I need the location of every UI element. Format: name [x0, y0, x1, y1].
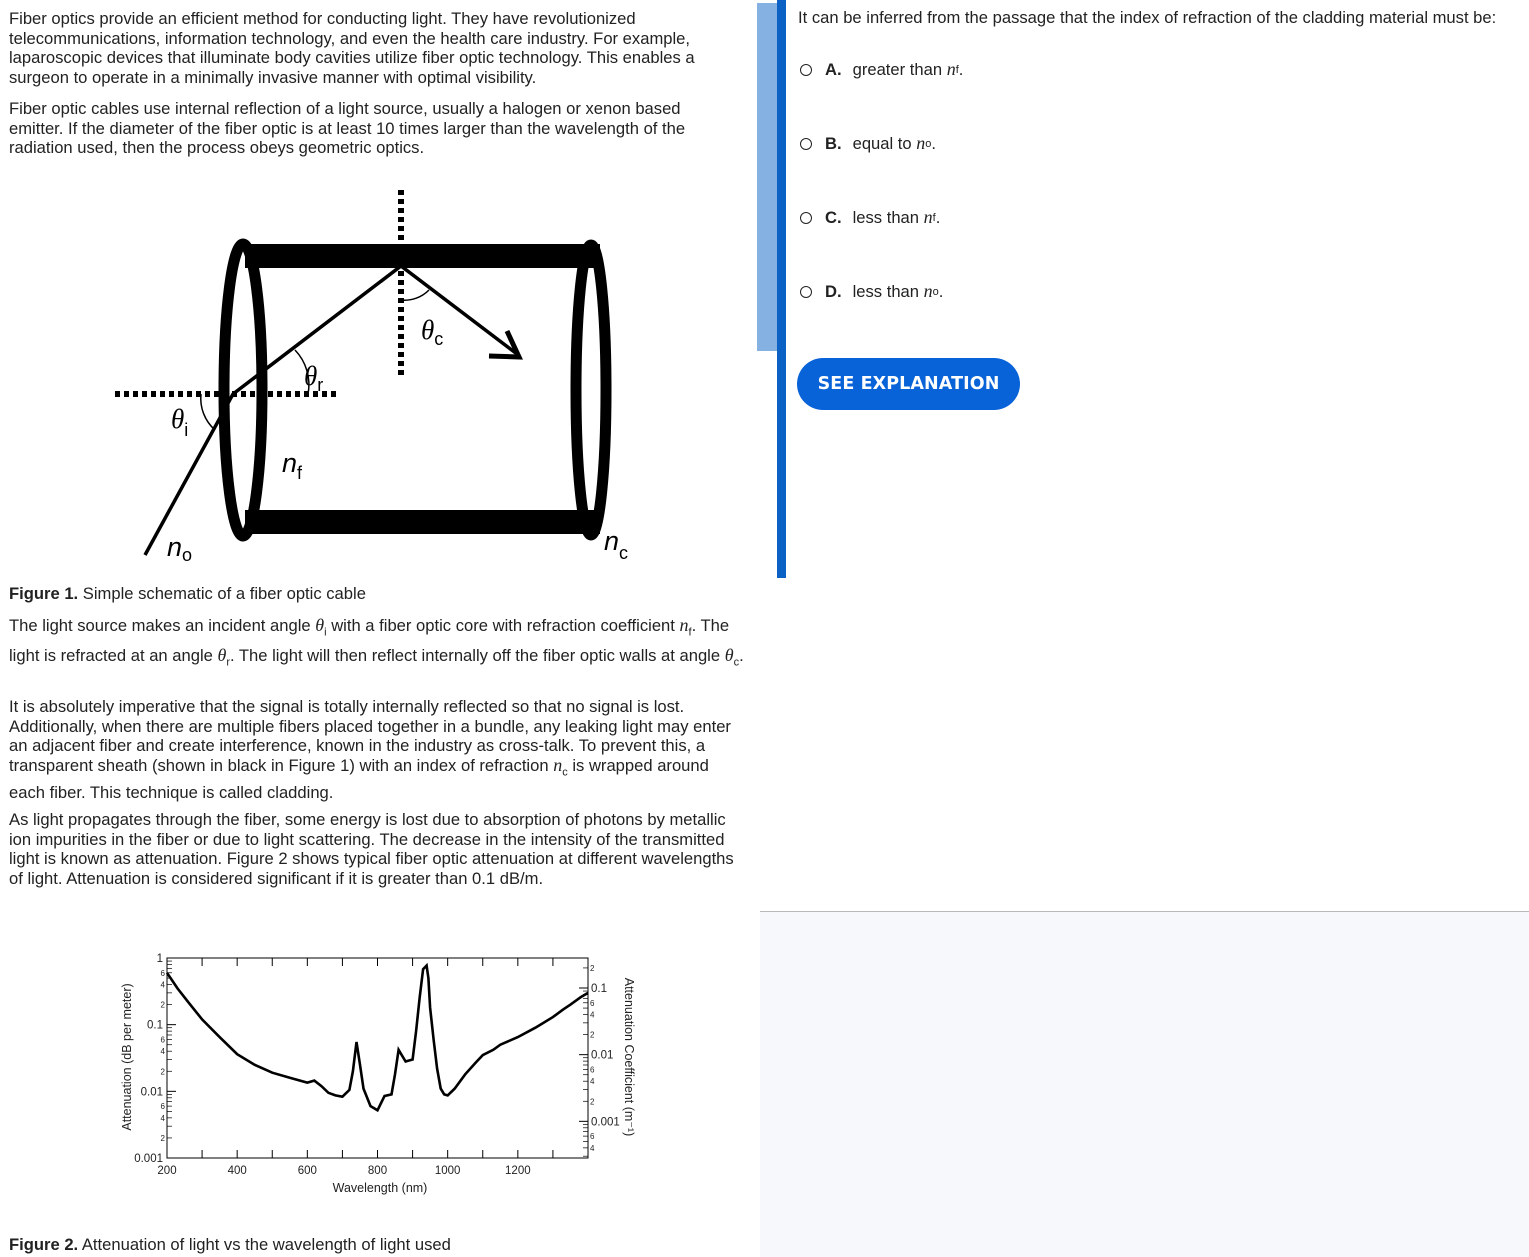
option-letter: D. [825, 281, 842, 301]
option-letter: B. [825, 133, 842, 153]
desc-n-f: n [679, 615, 689, 635]
y2-axis-label: Attenuation Coefficient (m⁻¹) [622, 977, 636, 1137]
question-pane [786, 0, 1529, 900]
y-minor-label: 2 [160, 1000, 165, 1010]
option-end: . [958, 59, 964, 79]
figure-2-caption [9, 1234, 451, 1256]
y2-minor-label: 6 [590, 1132, 595, 1142]
y2-minor-label: 4 [590, 1143, 595, 1153]
label-theta-c: $\theta_c$ [421, 315, 444, 349]
theta-i-arc [201, 394, 215, 430]
desc-theta-i-sub: i [324, 626, 327, 639]
pane-divider-bar [777, 0, 786, 578]
option-symbol-sub: f [955, 63, 959, 76]
passage-paragraph-1: Fiber optics provide an efficient method for conducting light. They have revolutionized telecommunications, information technology, and even the health care industry. For example, laparoscopic devices that illuminate body cavities utilize fiber optic technology. This enables a surgeon to operate in a minimally invasive manner with optimal visibility. [9, 9, 695, 87]
desc-theta-r: θ [217, 645, 227, 666]
figure-2-caption-text: Attenuation of light vs the wavelength of light used [81, 1235, 451, 1254]
y-minor-label: 6 [160, 1102, 165, 1112]
passage-scrollbar-thumb[interactable] [757, 3, 777, 351]
radio-circle-icon[interactable] [800, 212, 812, 224]
y2-minor-label: 6 [590, 1065, 595, 1075]
option-symbol: n [946, 59, 956, 79]
desc-n-f-sub: f [688, 626, 692, 639]
option-symbol-sub: o [932, 285, 939, 298]
y2-tick-label: 0.1 [591, 983, 607, 995]
cladding-bottom [245, 510, 600, 534]
figure-1-caption-text: Simple schematic of a fiber optic cable [82, 584, 366, 603]
y-tick-label: 0.1 [147, 1019, 163, 1032]
fiber-right-end [576, 245, 606, 535]
para3-text: It is absolutely imperative that the signal is totally internally reflected so that no signal is lost. Additionally, when there are multiple fibers placed together in a bundle, any leaking light may enter an adjacent fiber and create interference, known in the industry as cross-talk. To prevent this, a transparent sheath (shown in black in Figure 1) with an index of refraction [9, 697, 731, 775]
option-text: less than [852, 207, 920, 227]
label-n-c: $n_c$ [604, 526, 629, 563]
para3-text-end: is wrapped around each fiber. This technique is called cladding. [9, 755, 709, 802]
question-stem: It can be inferred from the passage that the index of refraction of the cladding material must be: [798, 8, 1497, 27]
y-minor-label: 2 [160, 1067, 165, 1077]
y-axis-label: Attenuation (dB per meter) [120, 983, 134, 1131]
attenuation-series-line [167, 966, 588, 1111]
figure-2-caption-label: Figure 2. [9, 1235, 79, 1254]
option-end: . [938, 281, 944, 301]
figure-1-diagram [105, 182, 655, 577]
desc-theta-r-sub: r [226, 656, 230, 669]
option-text: less than [852, 281, 920, 301]
theta-c-arc [401, 290, 429, 300]
x-tick-label: 200 [157, 1165, 177, 1177]
figure-1-caption [9, 583, 366, 605]
radio-circle-icon[interactable] [800, 286, 812, 298]
passage-paragraph-3 [9, 697, 744, 802]
y-minor-label: 6 [160, 1035, 165, 1045]
y2-minor-label: 4 [590, 1010, 595, 1020]
y2-tick-label: 0.01 [591, 1049, 614, 1062]
lower-empty-panel [760, 912, 1529, 1257]
y2-minor-label: 2 [590, 1097, 595, 1107]
option-letter: A. [825, 59, 842, 79]
label-n-f: $n_f$ [282, 448, 303, 483]
y-minor-label: 4 [160, 1113, 165, 1123]
label-theta-i: $\theta_i$ [171, 404, 189, 440]
figure-1-caption-label: Figure 1. [9, 584, 79, 603]
para3-n-c-sub: c [562, 766, 568, 779]
option-symbol: n [923, 281, 933, 301]
desc-theta-c: θ [724, 645, 734, 666]
desc-part-c: The light is refracted at an angle [9, 616, 730, 666]
fiber-left-end [224, 244, 262, 536]
x-tick-label: 600 [297, 1165, 317, 1177]
desc-part-d: The light will then reflect internally off the fiber optic walls at angle [238, 646, 721, 666]
option-end: . [935, 207, 941, 227]
y2-tick-label: 0.001 [591, 1116, 620, 1129]
y-minor-label: 6 [160, 968, 165, 978]
answer-option-a[interactable] [800, 59, 963, 80]
answer-option-b[interactable] [800, 133, 936, 154]
answer-option-d[interactable] [800, 281, 943, 302]
x-tick-label: 400 [227, 1165, 247, 1177]
option-text: equal to [852, 133, 912, 153]
passage-paragraph-4: As light propagates through the fiber, some energy is lost due to absorption of photons by metallic ion impurities in the fiber or due to light scattering. The decrease in the intensity of the transmitted light is known as attenuation. Figure 2 shows typical fiber optic attenuation at different wavelengths of light. Attenuation is considered significant if it is greater than 0.1 dB/m. [9, 810, 734, 888]
passage-paragraph-2: Fiber optic cables use internal reflection of a light source, usually a halogen or xenon based emitter. If the diameter of the fiber optic is at least 10 times larger than the wavelength of the radiation used, then the process obeys geometric optics. [9, 99, 686, 158]
y-minor-label: 2 [160, 1133, 165, 1143]
x-tick-label: 800 [367, 1165, 388, 1177]
x-tick-label: 1200 [505, 1165, 531, 1177]
cladding-top [245, 244, 600, 268]
option-symbol: n [923, 207, 933, 227]
desc-theta-i: θ [315, 615, 325, 635]
see-explanation-button[interactable]: SEE EXPLANATION [797, 358, 1020, 410]
option-symbol-sub: o [925, 137, 932, 150]
label-n-o: no [167, 532, 193, 565]
radio-circle-icon[interactable] [800, 138, 812, 150]
para3-n-c: n [553, 754, 563, 775]
y2-minor-label: 2 [590, 963, 595, 973]
desc-part-b: with a fiber optic core with refraction coefficient [331, 616, 675, 635]
y-tick-label: 0.001 [134, 1153, 163, 1165]
option-letter: C. [825, 207, 842, 227]
radio-circle-icon[interactable] [800, 64, 812, 76]
desc-part-a: The light source makes an incident angle [9, 616, 311, 635]
y2-minor-label: 6 [590, 998, 595, 1008]
y2-minor-label: 4 [590, 1077, 595, 1087]
option-symbol-sub: f [932, 211, 936, 224]
label-theta-r: $\theta_r$ [304, 361, 324, 395]
answer-option-c[interactable] [800, 207, 940, 228]
y-minor-label: 4 [160, 1047, 165, 1057]
figure-1-description: The light source makes an incident angle $\theta_i$ with a fiber optic core with refraction coefficient $n_f$. The light is refracted at an angle $\theta_r$. The light will then reflect internally off the fiber optic walls at angle $\theta_c$. [9, 615, 744, 669]
chart-plot-frame [167, 958, 588, 1158]
desc-theta-c-sub: c [733, 656, 740, 669]
option-end: . [931, 133, 937, 153]
x-tick-label: 1000 [434, 1165, 461, 1177]
y2-minor-label: 2 [590, 1030, 595, 1040]
figure-2-chart [110, 945, 650, 1205]
y-tick-label: 1 [156, 953, 163, 965]
option-symbol: n [916, 133, 926, 153]
option-text: greater than [852, 59, 943, 79]
y-tick-label: 0.01 [140, 1086, 163, 1099]
x-axis-label: Wavelength (nm) [332, 1181, 428, 1195]
passage-pane [0, 0, 757, 1257]
y-minor-label: 4 [160, 980, 165, 990]
